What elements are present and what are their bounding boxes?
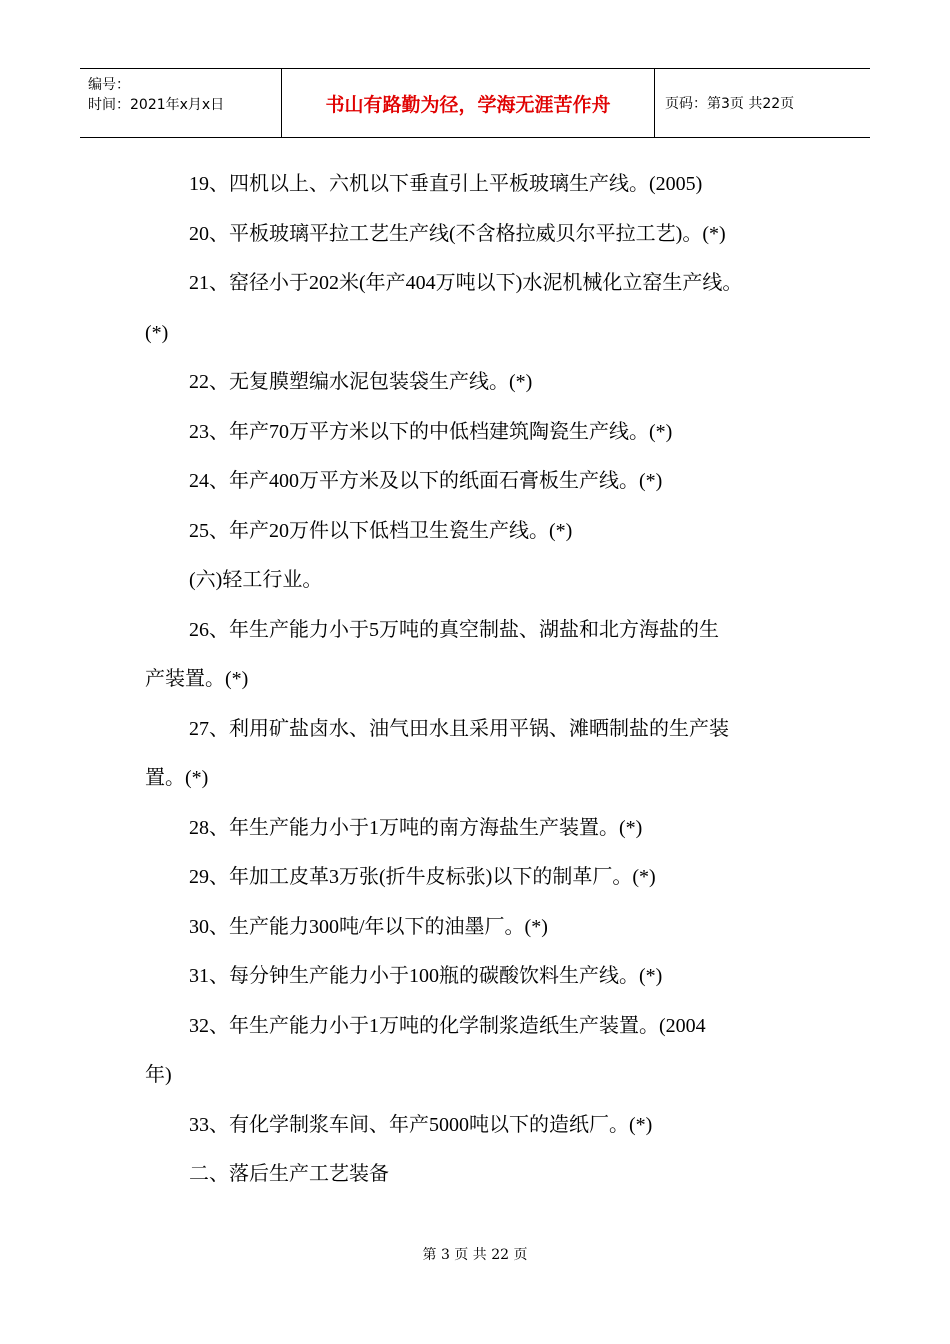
header-motto: 书山有路勤为径，学海无涯苦作舟 [282, 69, 655, 137]
paragraph-line: 32、年生产能力小于1万吨的化学制浆造纸生产装置。(2004 [189, 1014, 706, 1037]
paragraph-line: 31、每分钟生产能力小于100瓶的碳酸饮料生产线。(*) [189, 965, 663, 987]
paragraph-line: 33、有化学制浆车间、年产5000吨以下的造纸厂。(*) [189, 1113, 653, 1136]
paragraph-line: 21、窑径小于202米(年产404万吨以下)水泥机械化立窑生产线。 [189, 272, 743, 294]
paragraph-line: 27、利用矿盐卤水、油气田水且采用平锅、滩晒制盐的生产装 [189, 717, 729, 740]
paragraph-line: 产装置。(*) [145, 668, 249, 690]
paragraph-line: 19、四机以上、六机以下垂直引上平板玻璃生产线。(2005) [189, 173, 703, 195]
paragraph-line: 20、平板玻璃平拉工艺生产线(不含格拉威贝尔平拉工艺)。(*) [189, 222, 726, 245]
paragraph-line: 23、年产70万平方米以下的中低档建筑陶瓷生产线。(*) [189, 420, 673, 443]
time-label: 时间：2021年x月x日 [88, 97, 225, 113]
header-page-label: 页码：第3页 共22页 [665, 96, 795, 112]
page-header [80, 68, 870, 138]
paragraph-line: 25、年产20万件以下低档卫生瓷生产线。(*) [189, 519, 573, 542]
paragraph-line: (*) [145, 321, 169, 344]
paragraph-line: 置。(*) [145, 767, 209, 789]
paragraph-line: 26、年生产能力小于5万吨的真空制盐、湖盐和北方海盐的生 [189, 618, 719, 641]
paragraph-line: 30、生产能力300吨/年以下的油墨厂。(*) [189, 915, 548, 938]
paragraph-line: 22、无复膜塑编水泥包装袋生产线。(*) [189, 371, 533, 393]
paragraph-line: 年) [145, 1064, 172, 1086]
header-meta [80, 69, 282, 137]
page-footer: 第 3 页 共 22 页 [422, 1247, 528, 1263]
paragraph-line: 二、落后生产工艺装备 [189, 1163, 389, 1185]
paragraph-line: 28、年生产能力小于1万吨的南方海盐生产装置。(*) [189, 816, 643, 839]
document-body [145, 160, 810, 1200]
paragraph-line: 29、年加工皮革3万张(折牛皮标张)以下的制革厂。(*) [189, 866, 656, 888]
number-label: 编号： [88, 77, 130, 93]
paragraph-line: 24、年产400万平方米及以下的纸面石膏板生产线。(*) [189, 470, 663, 492]
paragraph-line: (六)轻工行业。 [189, 569, 323, 591]
